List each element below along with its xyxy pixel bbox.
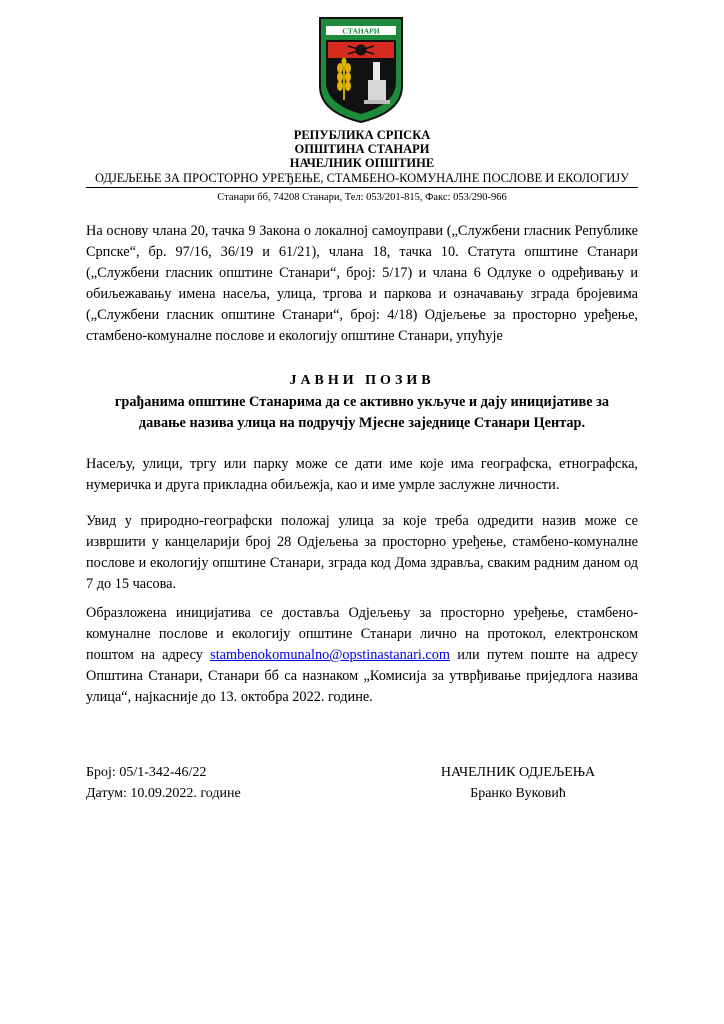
document-subtitle: грађанима општине Станарима да се активно укључе и дају иницијативе за давање назива улица на подручју Мјесне заједнице Станари Центар.: [114, 394, 610, 431]
intro-paragraph: На основу члана 20, тачка 9 Закона о локалној самоуправи („Службени гласник Републике Српске“, бр. 97/16, 36/19 и 61/21), члана 18, тачка 10. Статута општине Станари („Службени гласник општине Станари“, број: 5/17) и члана 6 Одлуке о одређивању и обиљежавању имена насеља, улица, тргова и паркова и означавању зграда бројевима („Службени гласник општине Станари“, број: 4/18) Одјељење за просторно уређење, стамбено-комуналне послове и екологију општине Станари, упућује: [86, 223, 638, 344]
document-date: Датум: 10.09.2022. године: [86, 786, 241, 801]
inspection-paragraph: Увид у природно-географски положај улица за које треба одредити назив може се извршити у канцеларији број 28 Одјељења за просторно уређење, стамбено-комуналне послове и екологију општине Станари, зграда код Дома здравља, сваким радним даном од 7 до 15 часова.: [86, 513, 638, 592]
header-republic: РЕПУБЛИКА СРПСКА: [293, 128, 431, 142]
header-divider: [86, 187, 638, 188]
email-link[interactable]: stambenokomunalno@opstinastanari.com: [210, 647, 451, 663]
submission-text-before: Образложена иницијатива се доставља Одјељењу за просторно уређење, стамбено-комуналне послове и екологију општине Станари лично на протокол, електронском поштом на адресу: [86, 605, 638, 663]
signatory-title: НАЧЕЛНИК ОДЈЕЉЕЊА: [440, 765, 596, 780]
submission-text-after: или путем поште на адресу Општина Станари, Станари бб са назнаком „Комисија за утврђивање приједлога назива улица“, најкасније до 13. октобра 2022. године.: [86, 647, 638, 705]
header-municipality: ОПШТИНА СТАНАРИ: [294, 142, 430, 156]
header-office: НАЧЕЛНИК ОПШТИНЕ: [289, 156, 435, 170]
municipality-crest-icon: [318, 16, 404, 124]
naming-criteria-paragraph: Насељу, улици, тргу или парку може се дати име које има географска, етнографска, нумеричка и друга прикладна обиљежја, као и име умрле заслужне личности.: [86, 456, 638, 493]
document-number: Број: 05/1-342-46/22: [86, 765, 207, 780]
document-title: ЈАВНИ ПОЗИВ: [289, 373, 435, 388]
crest-banner-text: СТАНАРИ: [342, 26, 380, 36]
signatory-name: Бранко Вуковић: [470, 786, 566, 801]
submission-paragraph: [86, 603, 638, 708]
header-address: Станари бб, 74208 Станари, Тел: 053/201-815, Факс: 053/290-966: [217, 192, 507, 203]
header-department: ОДЈЕЉЕЊЕ ЗА ПРОСТОРНО УРЕЂЕЊЕ, СТАМБЕНО-КОМУНАЛНЕ ПОСЛОВЕ И ЕКОЛОГИЈУ: [95, 171, 629, 185]
